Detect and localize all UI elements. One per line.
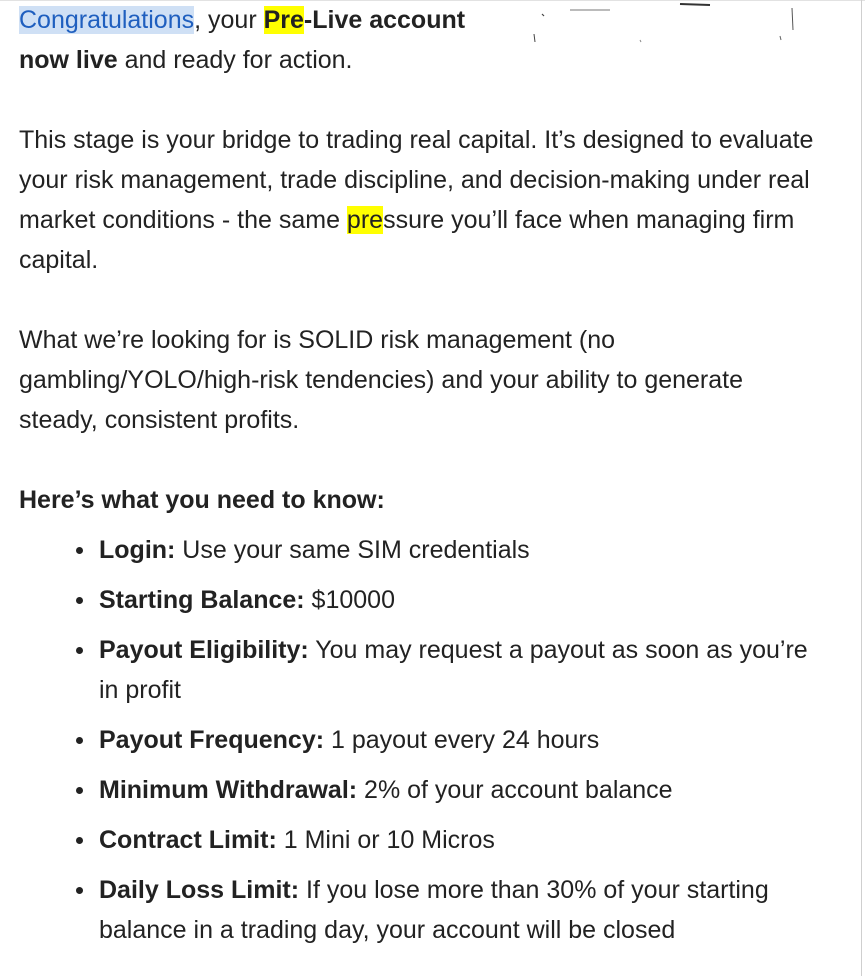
looking-for-paragraph: What we’re looking for is SOLID risk management (no gambling/YOLO/high-risk tendencies) and your ability to generate steady, consistent profits. (19, 326, 744, 434)
email-body (19, 0, 819, 960)
intro-paragraph: Congratulations, your Pre-Live account now live and ready for action. (19, 6, 466, 74)
selected-word[interactable]: Congratulations (19, 6, 195, 34)
bridge-paragraph: This stage is your bridge to trading real capital. It’s designed to evaluate your risk management, trade discipline, and decision-making under real market conditions - the same pressure you’ll face when managing firm capital. (19, 126, 814, 274)
highlight-pre-2: pre (346, 206, 384, 234)
section-heading: Here’s what you need to know: (19, 486, 385, 514)
requirements-list (19, 530, 819, 950)
list-item-starting-balance: Starting Balance: $10000 (19, 580, 819, 620)
list-item-minimum-withdrawal: Minimum Withdrawal: 2% of your account balance (19, 770, 819, 810)
highlight-pre: Pre (263, 6, 304, 34)
now-live-bold: now live (19, 46, 118, 74)
list-item-login: Login: Use your same SIM credentials (19, 530, 819, 570)
list-item-contract-limit: Contract Limit: 1 Mini or 10 Micros (19, 820, 819, 860)
list-item-daily-loss-limit: Daily Loss Limit: If you lose more than 30% of your starting balance in a trading day, your account will be closed (19, 870, 819, 950)
list-item-payout-eligibility: Payout Eligibility: You may request a payout as soon as you’re in profit (19, 630, 819, 710)
list-item-payout-frequency: Payout Frequency: 1 payout every 24 hours (19, 720, 819, 760)
